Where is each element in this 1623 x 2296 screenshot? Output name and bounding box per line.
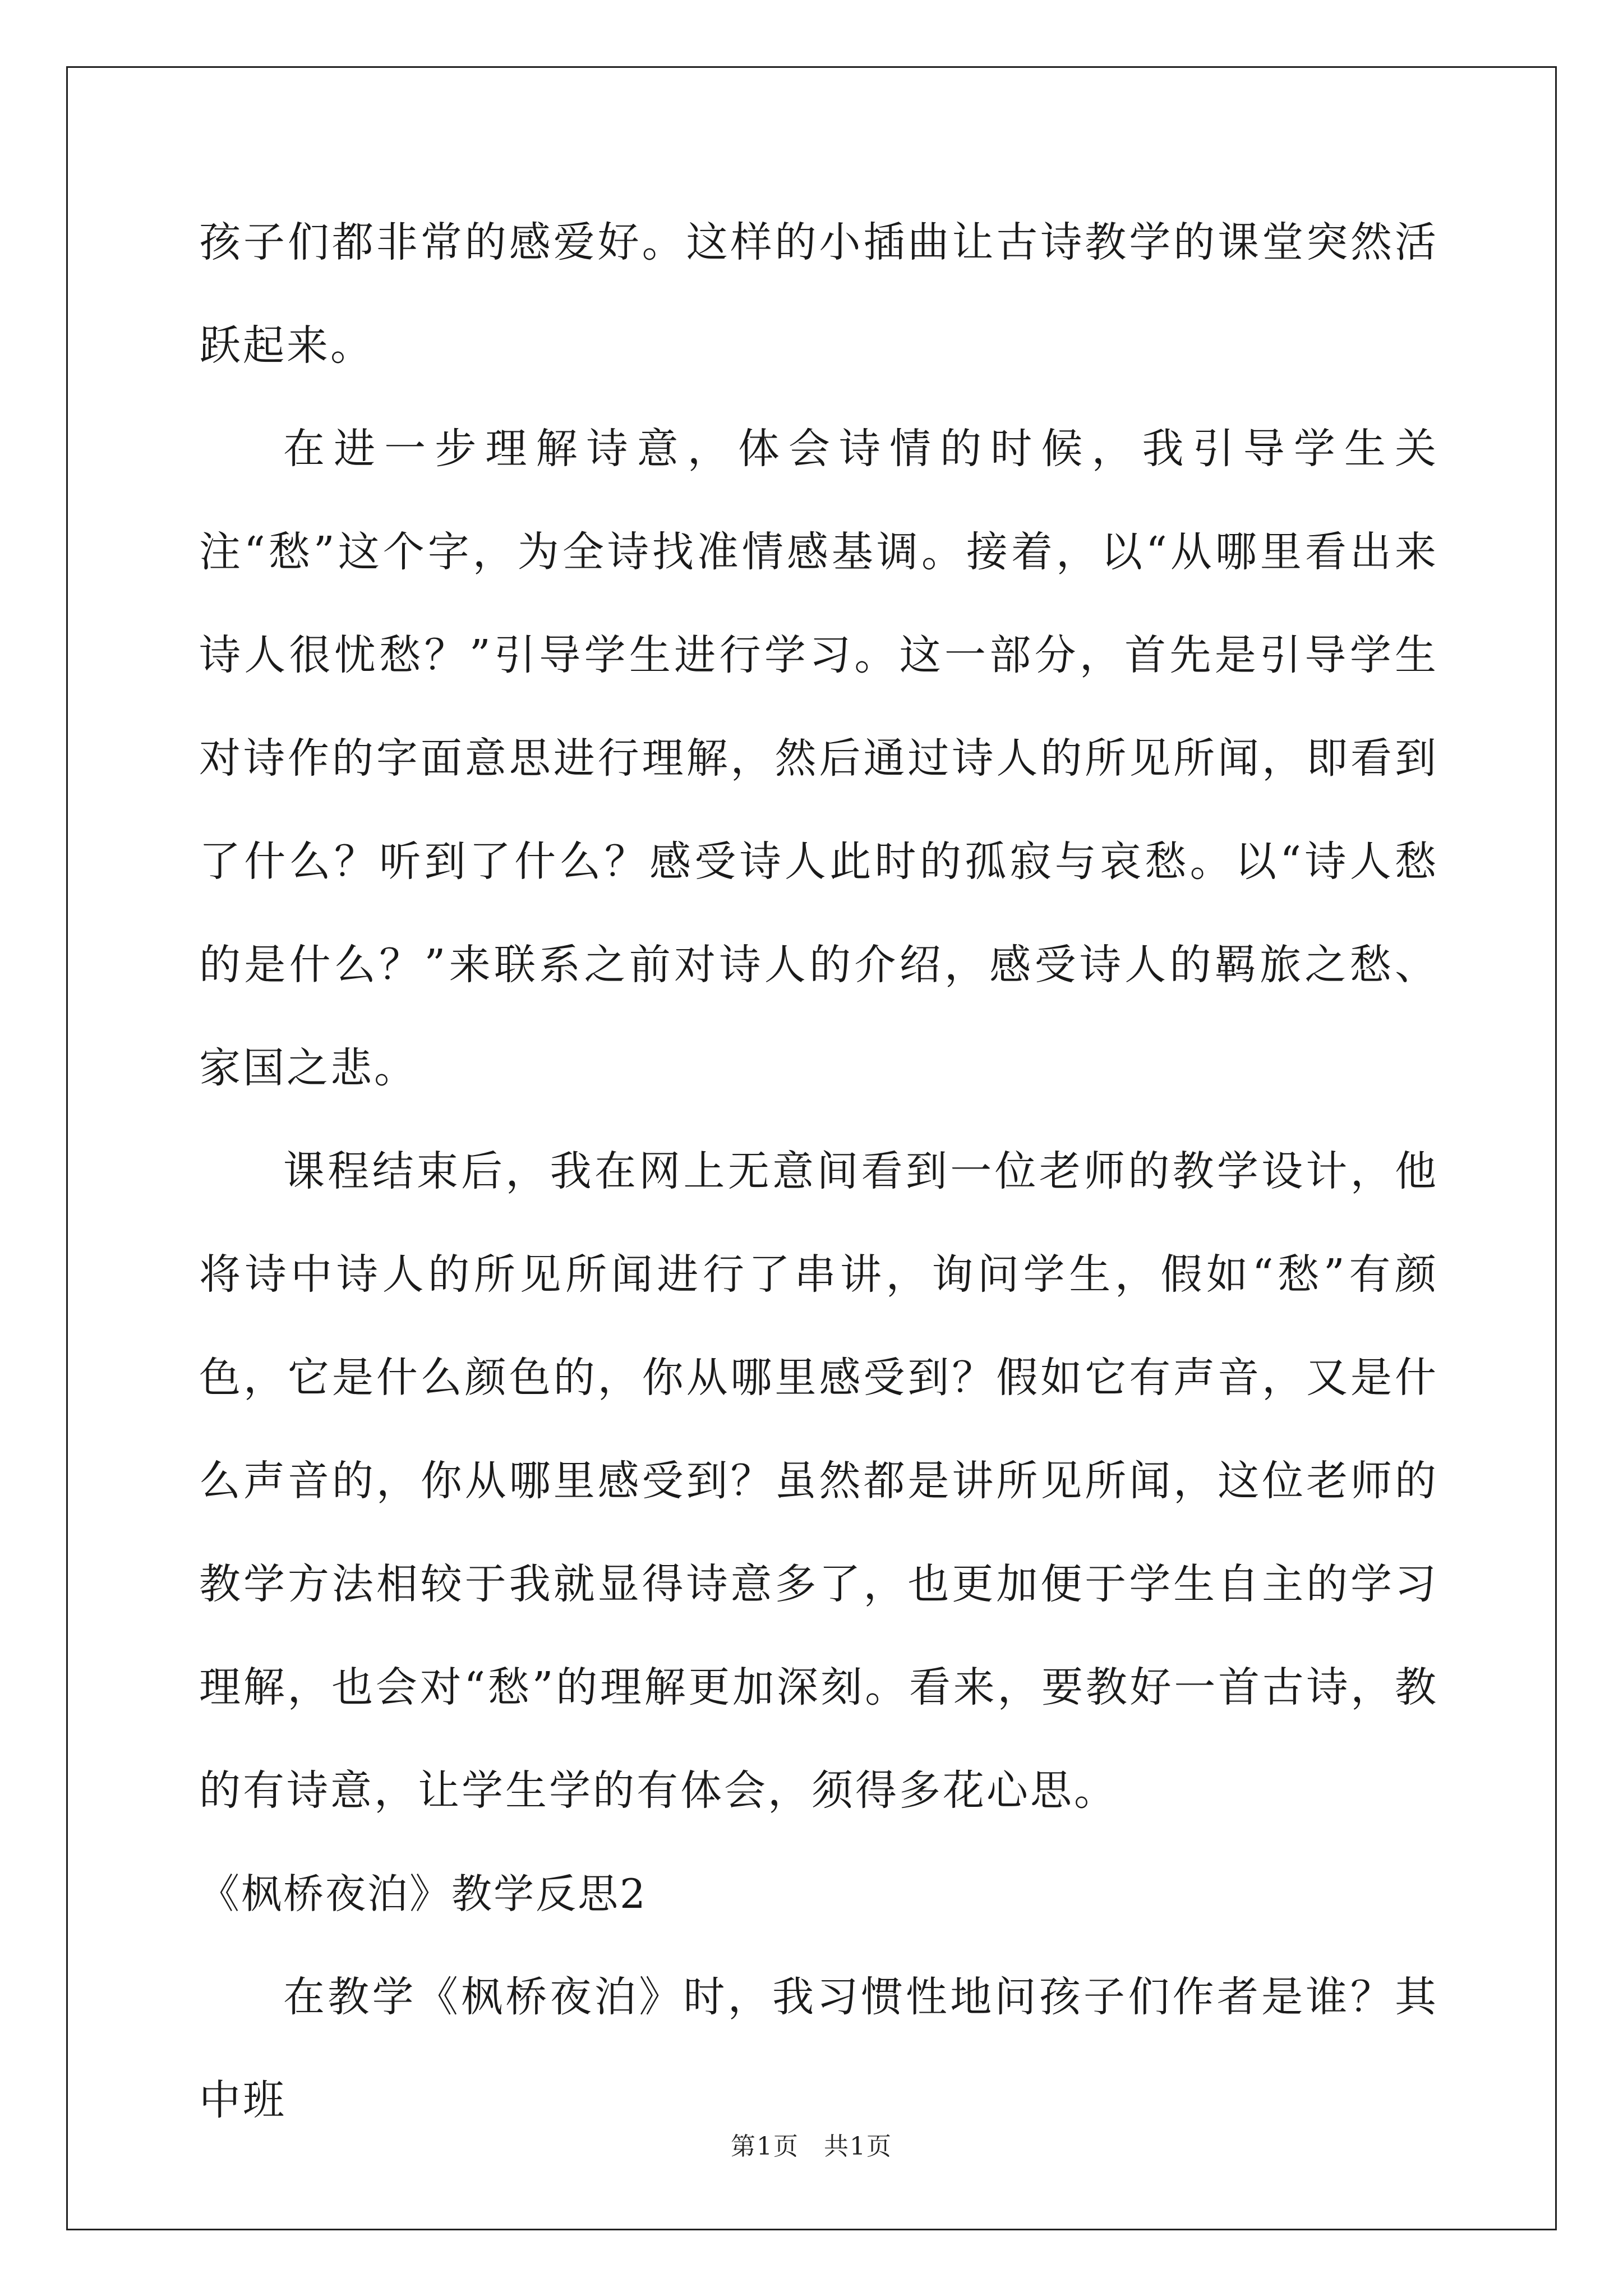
paragraph-reflection: 课程结束后，我在网上无意间看到一位老师的教学设计，他将诗中诗人的所见所闻进行了串讲，询问学生，假如“愁”有颜色，它是什么颜色的，你从哪里感受到？假如它有声音，又是什么声音的，你从哪里感受到？虽然都是讲所见所闻，这位老师的教学方法相较于我就显得诗意多了，也更加便于学生自主的学习理解，也会对“愁”的理解更加深刻。看来，要教好一首古诗，教的有诗意，让学生学的有体会，须得多花心思。 bbox=[199, 1147, 1438, 1815]
page-footer bbox=[0, 2126, 1623, 2162]
page-number: 第1页 bbox=[731, 2132, 799, 2161]
paragraph-sorrow-analysis: 在进一步理解诗意，体会诗情的时候，我引导学生关注“愁”这个字，为全诗找准情感基调。接着，以“从哪里看出来诗人很忧愁？”引导学生进行学习。这一部分，首先是引导学生对诗作的字面意思进行理解，然后通过诗人的所见所闻，即看到了什么？听到了什么？感受诗人此时的孤寂与哀愁。以“诗人愁的是什么？”来联系之前对诗人的介绍，感受诗人的羁旅之愁、家国之悲。 bbox=[199, 425, 1438, 1092]
paragraph-continuation: 孩子们都非常的感爱好。这样的小插曲让古诗教学的课堂突然活跃起来。 bbox=[199, 218, 1438, 370]
document-body bbox=[199, 191, 1438, 2152]
section-heading: 《枫桥夜泊》教学反思2 bbox=[199, 1870, 647, 1917]
paragraph-new-section: 在教学《枫桥夜泊》时，我习惯性地问孩子们作者是谁？其中班 bbox=[199, 1973, 1438, 2124]
page-total: 共1页 bbox=[824, 2132, 892, 2161]
